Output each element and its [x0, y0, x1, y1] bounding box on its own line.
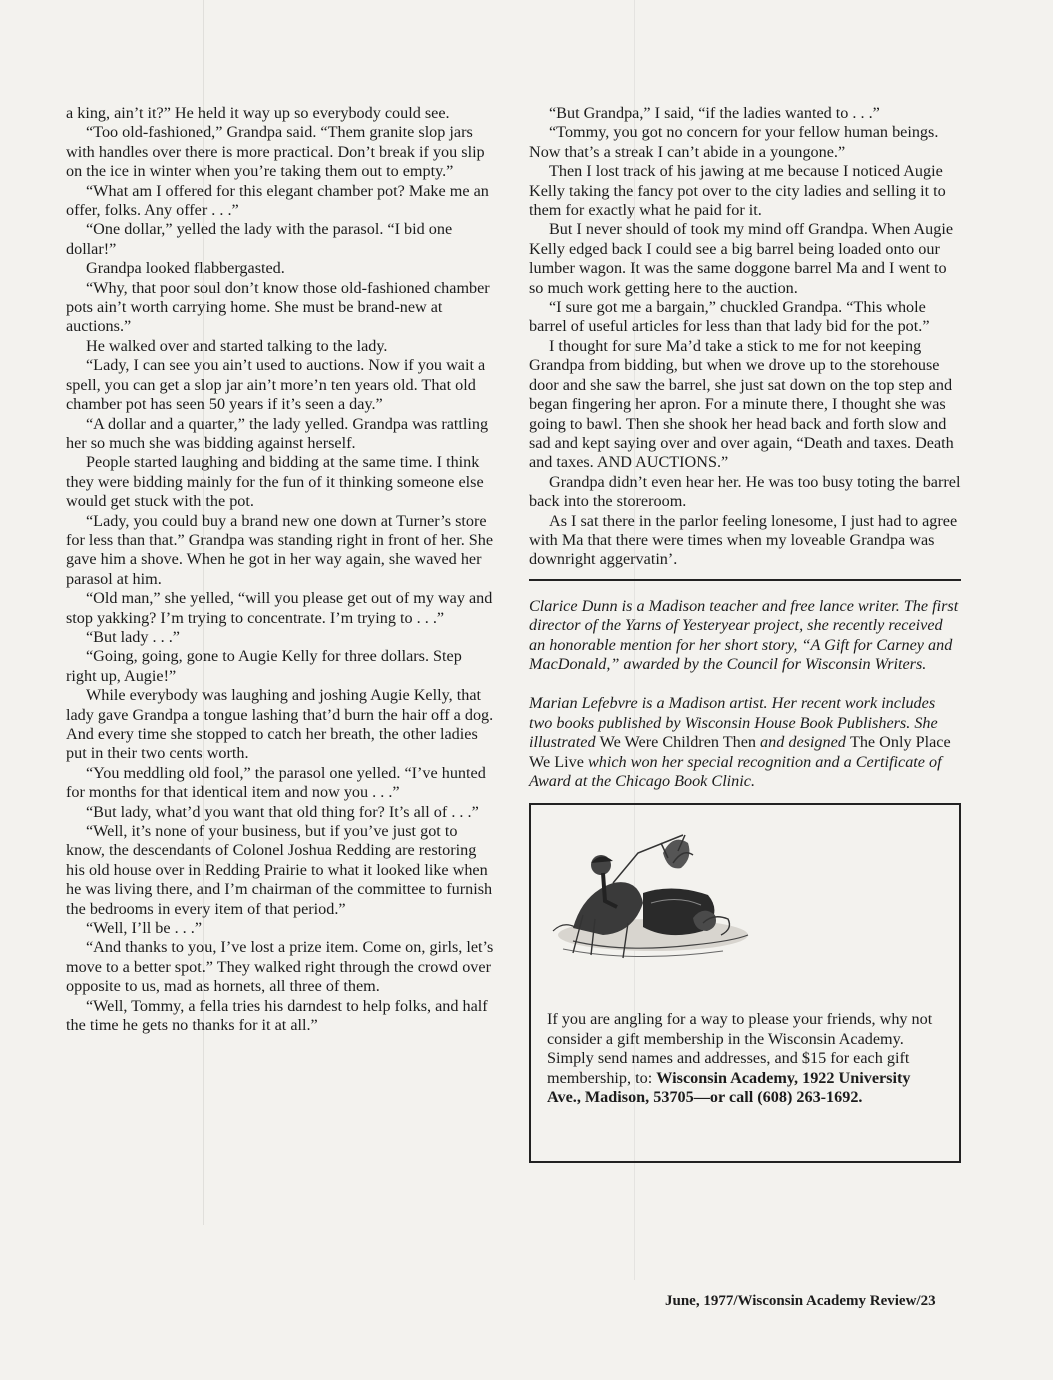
paragraph: a king, ain’t it?” He held it way up so everybody could see. — [66, 104, 450, 122]
paragraph: “I sure got me a bargain,” chuckled Grandpa. “This whole barrel of useful articles for less than that lady bid for the pot.” — [529, 298, 930, 336]
author-bio: Clarice Dunn is a Madison teacher and free lance writer. The first director of the Yarns of Yesteryear project, she recently received an honorable mention for her short story, “A Gift for Carney and MacDonald,” awarded by the Council for Wisconsin Writers. — [529, 596, 959, 673]
paragraph: I thought for sure Ma’d take a stick to me for not keeping Grandpa from bidding, but when we drove up to the storehouse door and she saw the barrel, she just sat down on the top step and began fingering her apron. For a minute there, I thought she was going to bawl. Then she shook her head back and forth slow and sad and kept saying over and over again, “Death and taxes. Death and taxes. AND AUCTIONS.” — [529, 336, 954, 472]
right-column — [529, 104, 961, 1163]
paragraph: People started laughing and bidding at the same time. I think they were bidding mainly for the fun of it thinking someone else would get stuck with the pot. — [66, 453, 484, 511]
paragraph: “And thanks to you, I’ve lost a prize item. Come on, girls, let’s move to a better spot.” They walked right through the crowd over opposite to us, mad as hornets, all three of them. — [66, 938, 494, 996]
paragraph: “Well, Tommy, a fella tries his darndest to help folks, and half the time he gets no thanks for it at all.” — [66, 996, 488, 1035]
paragraph: “Lady, you could buy a brand new one down at Turner’s store for less than that.” Grandpa was standing right in front of her. She gave him a shove. When he got in her way again, she waved her parasol at him. — [66, 511, 494, 588]
gift-membership-text — [547, 1010, 945, 1107]
paragraph: As I sat there in the parlor feeling lonesome, I just had to agree with Ma that there were times when my loveable Grandpa was downright aggervatin’. — [529, 511, 958, 569]
illustrator-bio — [529, 694, 961, 791]
academy-address: Wisconsin Academy, 1922 University Ave., Madison, 53705—or call (608) 263-1692. — [547, 1068, 911, 1107]
paragraph: While everybody was laughing and joshing Augie Kelly, that lady gave Grandpa a tongue lashing that’d burn the hair off a dog. And every time she stopped to catch her breath, the other ladies put in their two cents worth. — [66, 686, 494, 763]
paragraph: “Tommy, you got no concern for your fellow human beings. Now that’s a streak I can’t abide in a youngone.” — [529, 123, 939, 161]
paragraph: “One dollar,” yelled the lady with the parasol. “I bid one dollar!” — [66, 220, 453, 258]
bio-text: Marian Lefebvre is a Madison artist. Her recent work includes two books published by Wisconsin House Book Publishers. She illustrated — [529, 694, 938, 752]
paragraph: Then I lost track of his jawing at me because I noticed Augie Kelly taking the fancy pot over to the city ladies and selling it to them for exactly what he paid for it. — [529, 162, 946, 220]
book-title: The Only Place We Live — [529, 733, 951, 771]
paragraph: Grandpa looked flabbergasted. — [86, 259, 285, 278]
paragraph: “Going, going, gone to Augie Kelly for three dollars. Step right up, Augie!” — [66, 647, 462, 685]
paragraph: “Lady, I can see you ain’t used to auctions. Now if you wait a spell, you can get a slop jar ain’t more’n ten years old. That old chamber pot has seen 50 years if it’s seen a day.” — [66, 356, 486, 414]
paragraph: He walked over and started talking to the lady. — [86, 336, 388, 355]
paragraph: “Old man,” she yelled, “will you please get out of my way and stop yakking? I’m trying to concentrate. I’m trying to . . .” — [66, 589, 493, 627]
paragraph: “What am I offered for this elegant chamber pot? Make me an offer, folks. Any offer . . .” — [66, 181, 489, 220]
paragraph: “But Grandpa,” I said, “if the ladies wanted to . . .” — [549, 104, 880, 122]
paragraph: Grandpa didn’t even hear her. He was too busy toting the barrel back into the storeroom. — [529, 472, 961, 511]
paragraph: “But lady, what’d you want that old thing for? It’s all of . . .” — [86, 802, 479, 821]
gift-membership-box — [529, 803, 961, 1163]
paragraph: “A dollar and a quarter,” the lady yelled. Grandpa was rattling her so much she was bidding against herself. — [66, 414, 489, 452]
paragraph: “But lady . . .” — [86, 627, 180, 646]
bio-text: and designed — [755, 733, 850, 752]
paragraph: “Well, I’ll be . . .” — [86, 919, 203, 938]
paragraph: “You meddling old fool,” the parasol one yelled. “I’ve hunted for months for that identical item and now you . . .” — [66, 763, 486, 802]
left-column — [66, 104, 496, 1036]
paragraph: “Well, it’s none of your business, but if you’ve just got to know, the descendants of Colonel Joshua Redding are restoring his old house over in Redding Prairie to what it looked like when he was living there, and I’m chairman of the committee to furnish the bedrooms in every item of that period.” — [66, 822, 493, 918]
section-divider — [529, 579, 961, 581]
paragraph: “Too old-fashioned,” Grandpa said. “Them granite slop jars with handles over there is more practical. Don’t break if you slip on the ice in winter when you’re taking them out to empty.” — [66, 123, 485, 181]
page-footer: June, 1977/Wisconsin Academy Review/23 — [665, 1293, 936, 1309]
paragraph: But I never should of took my mind off Grandpa. When Augie Kelly edged back I could see a big barrel being loaded onto our lumber wagon. It was the same doggone barrel Ma and I went to so much work getting here to the auction. — [529, 220, 954, 297]
angler-woodcut-illustration — [543, 823, 753, 983]
promo-body: If you are angling for a way to please your friends, why not consider a gift membership in the Wisconsin Academy. Simply send names and addresses, and $15 for each gift membership, to: — [547, 1010, 933, 1087]
book-title: We Were Children Then — [599, 733, 756, 752]
paragraph: “Why, that poor soul don’t know those old-fashioned chamber pots ain’t worth carrying home. She must be brand-new at auctions.” — [66, 278, 490, 336]
bio-text: which won her special recognition and a Certificate of Award at the Chicago Book Clinic. — [529, 752, 942, 790]
